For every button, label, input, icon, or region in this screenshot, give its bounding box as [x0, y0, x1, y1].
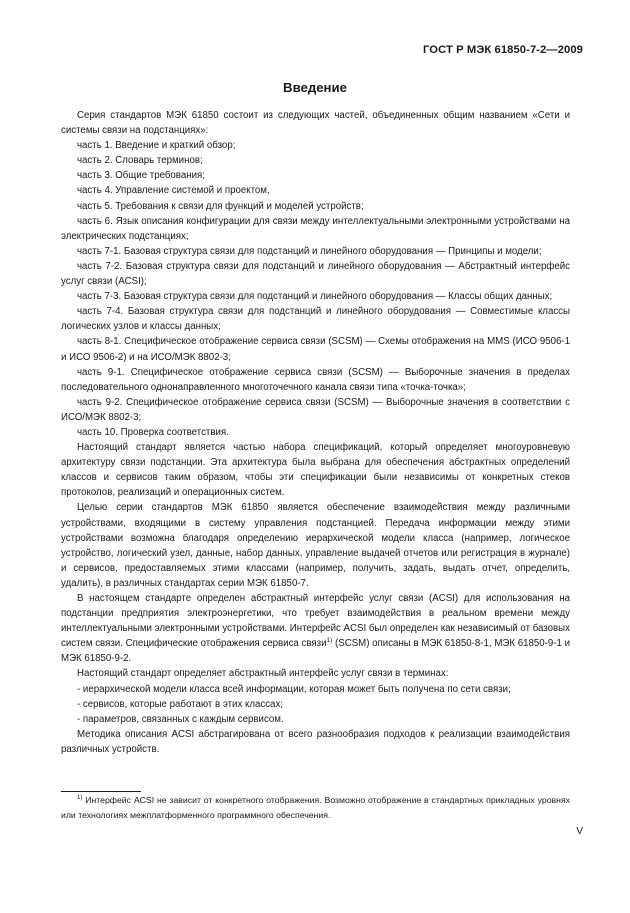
list-item: часть 10. Проверка соответствия. — [77, 426, 229, 438]
document-code: ГОСТ Р МЭК 61850-7-2—2009 — [422, 44, 583, 56]
body-text — [61, 108, 570, 757]
list-item: часть 5. Требования к связи для функций и моделей устройств; — [77, 200, 364, 212]
paragraph — [61, 591, 570, 666]
list-item: часть 8-1. Специфическое отображение сервиса связи (SCSM) — Схемы отображения на MMS (ИСО 9506-1 и ИСО 9506-2) и на ИСО/МЭК 8802-3; — [61, 336, 570, 363]
list-item: часть 7-3. Базовая структура связи для подстанций и линейного оборудования — Классы общих данных; — [77, 291, 553, 303]
paragraph: Серия стандартов МЭК 61850 состоит из следующих частей, объединенных общим названием «Сети и системы связи на подстанциях»: — [61, 110, 570, 137]
footnote-text — [61, 793, 570, 823]
list-item: часть 7-2. Базовая структура связи для подстанций и линейного оборудования — Абстрактный интерфейс услуг связи (ACSI); — [61, 260, 570, 288]
paragraph-text: В настоящем стандарте определен абстрактный интерфейс услуг связи (ACSI) для использования на подстанции предприятия электроэнергетики, что требует взаимодействия в реальном времени между интеллектуальными электронными устройствами. Интерфейс ACSI был определен как независимый от базовых систем связи. Специфические отображения сервиса связи — [61, 593, 570, 650]
list-item: часть 7-4. Базовая структура связи для подстанций и линейного оборудования — Совместимые классы логических узлов и классы данных; — [61, 306, 570, 333]
list-item: часть 4. Управление системой и проектом, — [77, 185, 270, 197]
paragraph: Целью серии стандартов МЭК 61850 является обеспечение взаимодействия между различными устройствами, входящими в систему управления подстанцией. Передача информации между этими устройствами возможна благодаря определению иерархической модели класса (например, логическое устройство, логический узел, данные, набор данных, управление выдачей отчетов или регистрация в журнале) и сервисов, предоставляемых этими классами (например, получить, задать, выдать отчет, определить, удалить), в различных стандартах серии МЭК 61850-7. — [61, 502, 570, 589]
paragraph-text: (SCSM) описаны в МЭК 61850-8-1, МЭК 61850-9-1 и МЭК 61850-9-2. — [61, 638, 571, 665]
list-item: - параметров, связанных с каждым сервисом. — [77, 713, 284, 725]
section-title: Введение — [283, 80, 347, 95]
footnote-body: Интерфейс ACSI не зависит от конкретного отображения. Возможно отображение в стандартных прикладных уровнях или технологиях межплатформенного программного обеспечения. — [61, 795, 570, 820]
footnote-reference: 1) — [326, 637, 333, 645]
list-item: часть 1. Введение и краткий обзор; — [77, 140, 236, 152]
list-item: - сервисов, которые работают в этих классах; — [77, 698, 283, 710]
page-number: V — [576, 826, 583, 837]
list-item: часть 9-2. Специфическое отображение сервиса связи (SCSM) — Выборочные значения в соответствии с ИСО/МЭК 8802-3; — [61, 396, 570, 423]
list-item: часть 2. Словарь терминов; — [77, 155, 203, 167]
list-item: часть 3. Общие требования; — [77, 170, 205, 182]
footnote-divider — [61, 791, 141, 792]
paragraph: Методика описания ACSI абстрагирована от всего разнообразия подходов к реализации взаимодействия различных устройств. — [61, 728, 570, 755]
paragraph: Настоящий стандарт является частью набора спецификаций, который определяет многоуровневую архитектуру связи подстанции. Эта архитектура была выбрана для обеспечения абстрактных определений классов и сервисов таким образом, чтобы эти спецификации были независимы от конкретных стеков протоколов, реализаций и операционных систем. — [61, 442, 570, 499]
list-item: - иерархической модели класса всей информации, которая может быть получена по сети связи; — [77, 683, 511, 695]
paragraph: Настоящий стандарт определяет абстрактный интерфейс услуг связи в терминах: — [77, 668, 449, 680]
footnote-marker: 1) — [77, 795, 83, 802]
footnote — [61, 793, 570, 823]
list-item: часть 6. Язык описания конфигурации для связи между интеллектуальными электронными устройствами на электрических подстанциях; — [61, 215, 570, 242]
list-item: часть 7-1. Базовая структура связи для подстанций и линейного оборудования — Принципы и модели; — [77, 245, 542, 257]
list-item: часть 9-1. Специфическое отображение сервиса связи (SCSM) — Выборочные значения в пределах последовательного однонаправленного многоточечного канала связи типа «точка-точка»; — [61, 366, 570, 393]
